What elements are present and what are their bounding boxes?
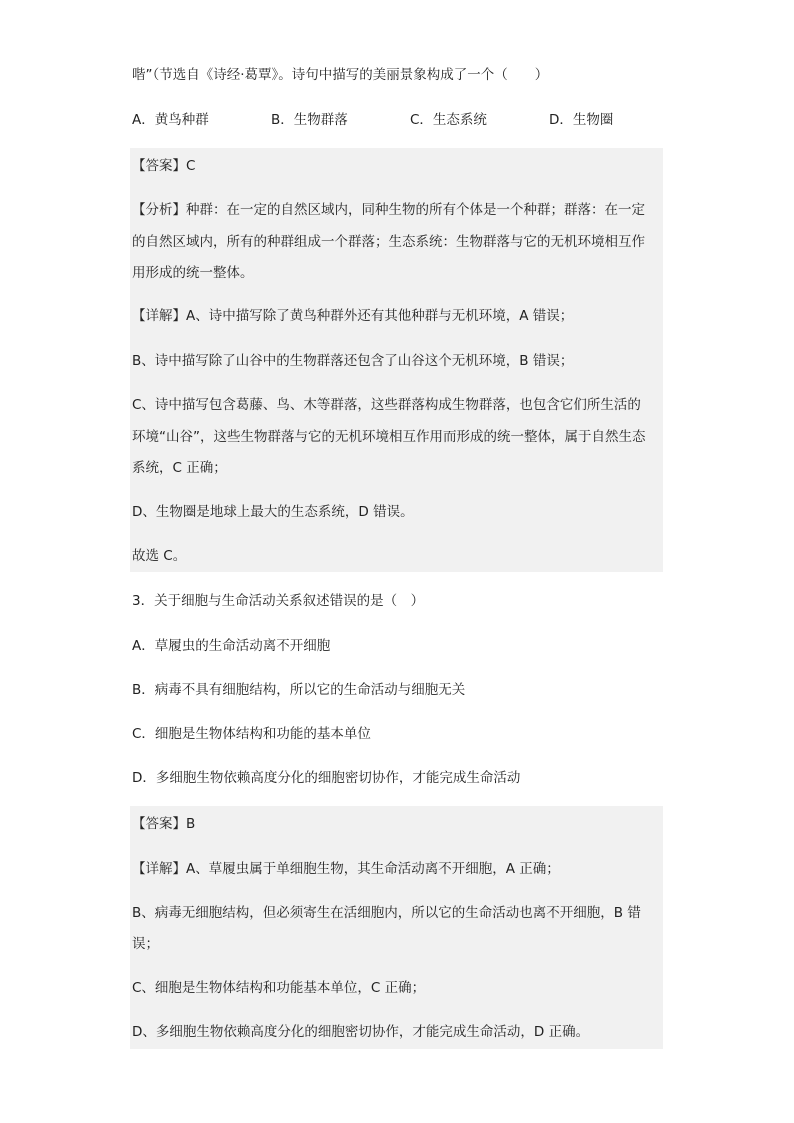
q3-detail-line-4: C、细胞是生物体结构和功能基本单位，C 正确；	[132, 980, 426, 996]
q3-option-c: C．细胞是生物体结构和功能的基本单位	[132, 726, 371, 742]
q2-detail-line-2: B、诗中描写除了山谷中的生物群落还包含了山谷这个无机环境，B 错误；	[132, 353, 574, 369]
q2-option-d: D．生物圈	[549, 112, 614, 128]
q2-detail-line-4: 环境“山谷”，这些生物群落与它的无机环境相互作用而形成的统一整体，属于自然生态	[132, 429, 646, 445]
q2-answer: 【答案】C	[132, 158, 196, 174]
q2-analysis-line-3: 用形成的统一整体。	[132, 265, 254, 281]
q2-detail-line-6: D、生物圈是地球上最大的生态系统，D 错误。	[132, 504, 414, 520]
q3-option-d: D．多细胞生物依赖高度分化的细胞密切协作，才能完成生命活动	[132, 770, 521, 786]
q2-analysis-line-1: 【分析】种群：在一定的自然区域内，同种生物的所有个体是一个种群；群落：在一定	[132, 202, 645, 218]
q2-conclusion: 故选 C。	[132, 548, 187, 564]
q3-detail-line-2: B、病毒无细胞结构，但必须寄生在活细胞内，所以它的生命活动也离不开细胞，B 错	[132, 905, 641, 921]
q3-answer: 【答案】B	[132, 816, 196, 832]
q2-detail-line-1: 【详解】A、诗中描写除了黄鸟种群外还有其他种群与无机环境，A 错误；	[132, 308, 574, 324]
q2-detail-line-5: 系统，C 正确；	[132, 460, 227, 476]
q3-detail-line-1: 【详解】A、草履虫属于单细胞生物，其生命活动离不开细胞，A 正确；	[132, 861, 560, 877]
q3-option-b: B．病毒不具有细胞结构，所以它的生命活动与细胞无关	[132, 682, 466, 698]
q2-option-a: A．黄鸟种群	[132, 112, 209, 128]
q2-option-b: B．生物群落	[271, 112, 348, 128]
q3-detail-line-3: 误；	[132, 936, 159, 952]
q2-stem: 喈”（节选自《诗经·葛覃》。诗句中描写的美丽景象构成了一个（ ）	[132, 67, 549, 83]
q3-option-a: A．草履虫的生命活动离不开细胞	[132, 638, 331, 654]
q3-stem: 3．关于细胞与生命活动关系叙述错误的是（ ）	[132, 593, 425, 609]
q2-option-c: C．生态系统	[410, 112, 487, 128]
q3-detail-line-5: D、多细胞生物依赖高度分化的细胞密切协作，才能完成生命活动，D 正确。	[132, 1024, 590, 1040]
q2-analysis-line-2: 的自然区域内，所有的种群组成一个群落；生态系统：生物群落与它的无机环境相互作	[132, 234, 645, 250]
q2-detail-line-3: C、诗中描写包含葛藤、鸟、木等群落，这些群落构成生物群落，也包含它们所生活的	[132, 397, 641, 413]
q3-solution-block	[130, 806, 663, 1049]
